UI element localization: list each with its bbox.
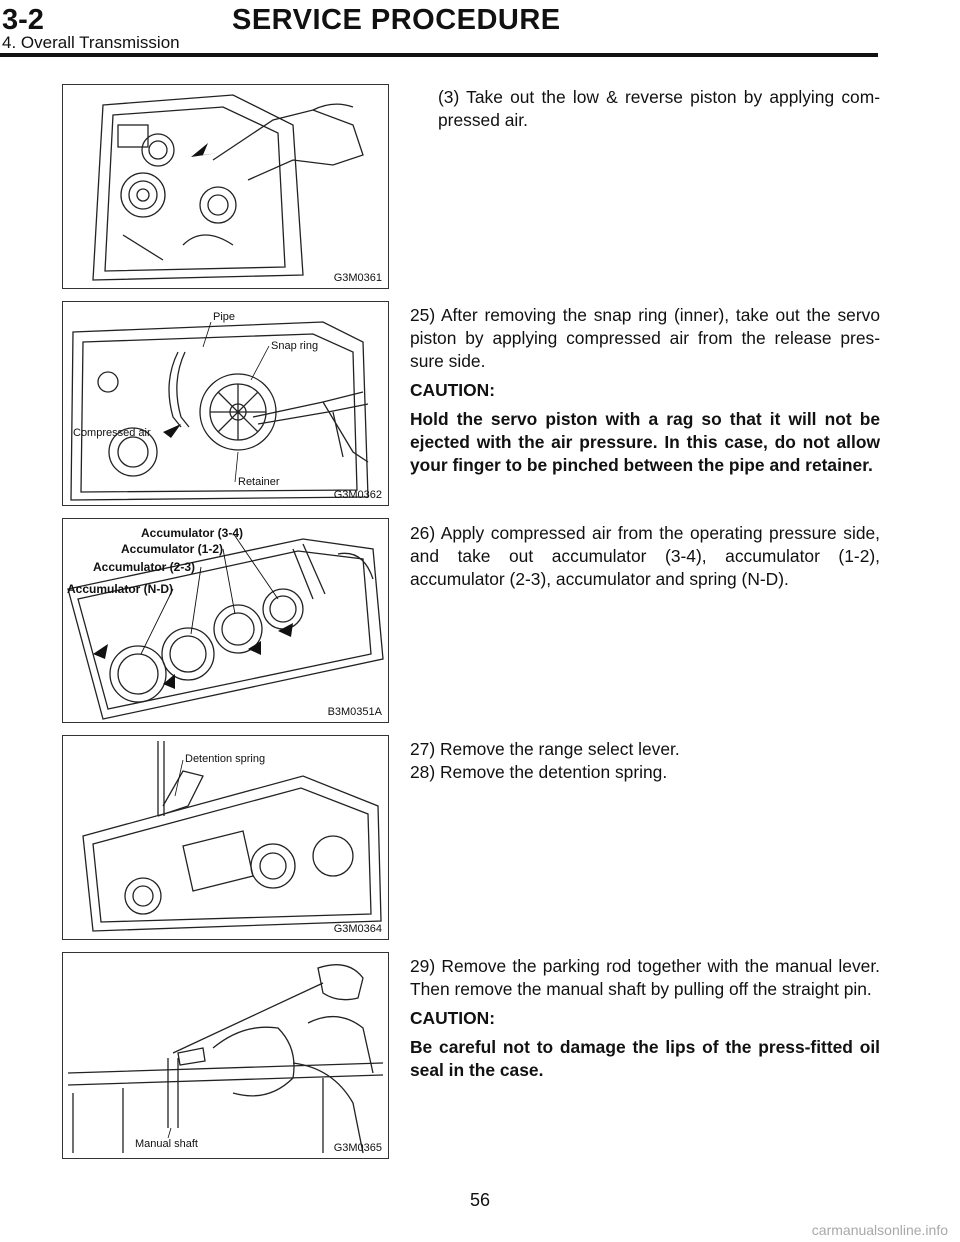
step-29-block <box>410 955 880 1088</box>
step-29-text: 29) Remove the parking rod together with the manual lever. Then remove the manual shaft by pulling off the straight pin. <box>410 956 880 999</box>
step-3-block <box>410 86 880 138</box>
figure-b3m0351a <box>62 518 389 723</box>
figure-g3m0362 <box>62 301 389 506</box>
caution-heading: CAUTION: <box>410 380 496 400</box>
figure-id: G3M0364 <box>333 923 382 935</box>
figure-g3m0362-drawing <box>63 302 388 505</box>
caution-text: Be careful not to damage the lips of the press-fitted oil seal in the case. <box>410 1037 880 1080</box>
section-title: SERVICE PROCEDURE <box>232 4 561 36</box>
label-retainer: Retainer <box>238 476 280 488</box>
figure-g3m0364 <box>62 735 389 940</box>
figure-g3m0361 <box>62 84 389 289</box>
section-number: 3-2 <box>2 4 44 36</box>
label-accumulator-n-d: Accumulator (N-D) <box>67 582 174 596</box>
header-rule <box>0 53 878 57</box>
subsection-title: 4. Overall Transmission <box>2 33 180 52</box>
label-accumulator-1-2: Accumulator (1-2) <box>121 542 224 556</box>
figure-g3m0364-drawing <box>63 736 388 939</box>
watermark: carmanualsonline.info <box>811 1222 948 1238</box>
figure-g3m0365 <box>62 952 389 1159</box>
label-snap-ring: Snap ring <box>271 340 319 352</box>
step-27-28-block <box>410 738 880 784</box>
label-accumulator-2-3: Accumulator (2-3) <box>93 560 196 574</box>
step-26-text: 26) Apply compressed air from the operating pressure side, and take out accumulator (3-4), accumulator (1-2), accumulator (2-3), accumulator and spring (N-D). <box>410 523 880 589</box>
figure-id: G3M0365 <box>333 1142 382 1154</box>
label-pipe: Pipe <box>213 311 236 323</box>
figure-id: B3M0351A <box>327 706 382 718</box>
step-26-block <box>410 522 880 597</box>
step-25-text: 25) After removing the snap ring (inner), take out the servo piston by applying compressed air from the release pres- sure side. <box>410 305 880 371</box>
caution-heading: CAUTION: <box>410 1008 496 1028</box>
step-3-text: (3) Take out the low & reverse piston by applying com- pressed air. <box>438 87 880 130</box>
label-manual-shaft: Manual shaft <box>135 1138 198 1150</box>
step-28-text: 28) Remove the detention spring. <box>410 762 668 782</box>
figure-g3m0365-drawing <box>63 953 388 1158</box>
step-27-text: 27) Remove the range select lever. <box>410 739 680 759</box>
figure-g3m0361-drawing <box>63 85 388 288</box>
page-number: 56 <box>469 1190 491 1210</box>
caution-text: Hold the servo piston with a rag so that it will not be ejected with the air pressure. In this case, do not allow your finger to be pinched between the pipe and retainer. <box>410 409 880 475</box>
label-compressed-air: Compressed air <box>73 427 151 439</box>
label-accumulator-3-4: Accumulator (3-4) <box>141 526 244 540</box>
step-25-block <box>410 304 880 483</box>
page-header <box>0 0 960 60</box>
figure-id: G3M0362 <box>333 489 382 501</box>
label-detention-spring: Detention spring <box>185 753 266 765</box>
figure-id: G3M0361 <box>333 272 382 284</box>
figure-b3m0351a-drawing <box>63 519 388 722</box>
